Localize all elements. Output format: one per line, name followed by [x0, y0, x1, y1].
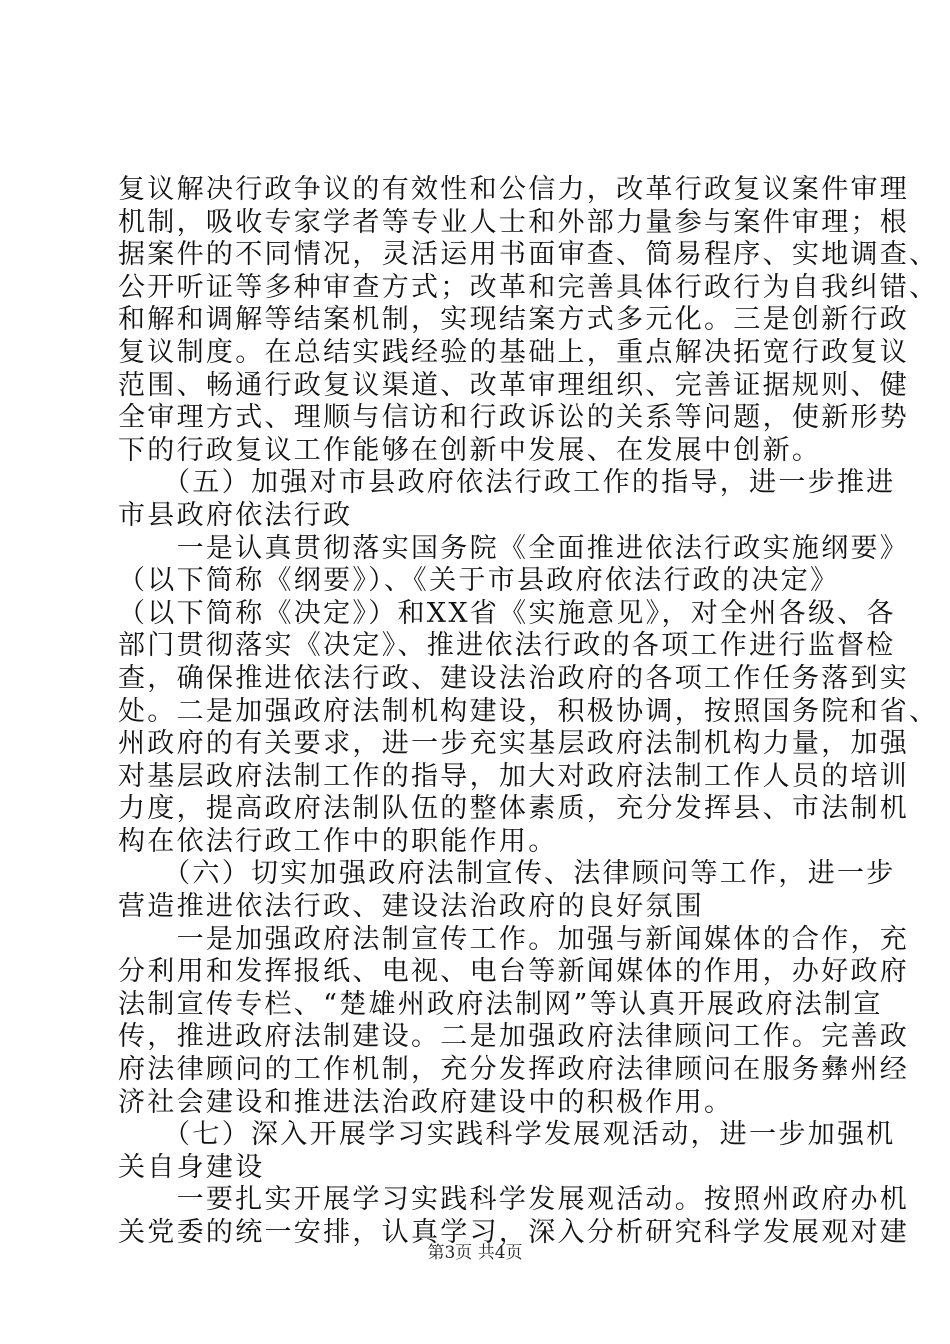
text-line: （五）加强对市县政府依法行政工作的指导，进一步推进: [118, 467, 896, 499]
text-line: 全审理方式、理顺与信访和行政诉讼的关系等问题，使新形势: [118, 402, 910, 434]
text-line: 市县政府依法行政: [118, 499, 353, 531]
text-line: 下的行政复议工作能够在创新中发展、在发展中创新。: [118, 434, 822, 466]
text-line: 构在依法行政工作中的职能作用。: [118, 825, 558, 857]
text-line: 和解和调解等结案机制，实现结案方式多元化。三是创新行政: [118, 304, 910, 336]
text-line: 范围、畅通行政复议渠道、改革审理组织、完善证据规则、健: [118, 369, 910, 401]
text-line: （七）深入开展学习实践科学发展观活动，进一步加强机: [118, 1119, 896, 1151]
text-line: 据案件的不同情况，灵活运用书面审查、简易程序、实地调查、: [118, 239, 939, 271]
text-line: 关自身建设: [118, 1151, 265, 1183]
text-line: 府法律顾问的工作机制，充分发挥政府法律顾问在服务彝州经: [118, 1054, 910, 1086]
page-footer: 第3页 共4页: [427, 1243, 523, 1263]
text-line: （以下简称《决定》）和XX省《实施意见》，对全州各级、各: [118, 597, 896, 629]
text-line: 公开听证等多种审查方式；改革和完善具体行政行为自我纠错、: [118, 271, 939, 303]
text-line: 力度，提高政府法制队伍的整体素质，充分发挥县、市法制机: [118, 793, 910, 825]
text-line: 查，确保推进依法行政、建设法治政府的各项工作任务落到实: [118, 662, 910, 694]
text-line: 关党委的统一安排，认真学习，深入分析研究科学发展观对建: [118, 1217, 910, 1248]
text-line: 分利用和发挥报纸、电视、电台等新闻媒体的作用，办好政府: [118, 956, 910, 988]
text-line: 机制，吸收专家学者等专业人士和外部力量参与案件审理；根: [118, 206, 910, 238]
text-line: 州政府的有关要求，进一步充实基层政府法制机构力量，加强: [118, 728, 910, 760]
text-line: 复议解决行政争议的有效性和公信力，改革行政复议案件审理: [118, 174, 910, 205]
text-line: 一要扎实开展学习实践科学发展观活动。按照州政府办机: [118, 1184, 910, 1216]
text-line: （以下简称《纲要》）、《关于市县政府依法行政的决定》: [118, 565, 840, 597]
text-line: 济社会建设和推进法治政府建设中的积极作用。: [118, 1086, 734, 1118]
body-text: [118, 174, 939, 1250]
text-line: 复议制度。在总结实践经验的基础上，重点解决拓宽行政复议: [118, 336, 910, 368]
text-line: 处。二是加强政府法制机构建设，积极协调，按照国务院和省、: [118, 695, 939, 727]
text-line: 一是加强政府法制宣传工作。加强与新闻媒体的合作，充: [118, 923, 910, 955]
text-line: 部门贯彻落实《决定》、推进依法行政的各项工作进行监督检: [118, 630, 896, 662]
text-line: 传，推进政府法制建设。二是加强政府法律顾问工作。完善政: [118, 1021, 910, 1053]
text-line: （六）切实加强政府法制宣传、法律顾问等工作，进一步: [118, 858, 896, 890]
text-line: 一是认真贯彻落实国务院《全面推进依法行政实施纲要》: [118, 532, 910, 564]
text-line: 对基层政府法制工作的指导，加大对政府法制工作人员的培训: [118, 760, 910, 792]
text-line: 法制宣传专栏、“楚雄州政府法制网”等认真开展政府法制宣: [118, 988, 883, 1020]
text-line: 营造推进依法行政、建设法治政府的良好氛围: [118, 891, 704, 923]
